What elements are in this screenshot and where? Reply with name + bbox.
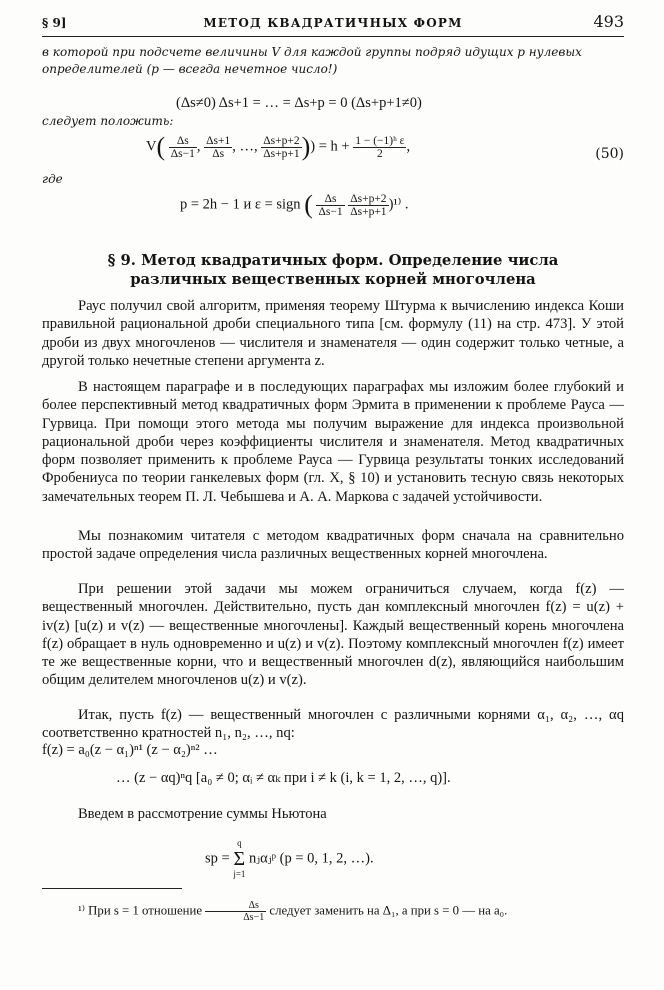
footnote-frac: $\frac{\Delta s}{\Delta s-1}$ bbox=[205, 900, 266, 923]
equation-p-eps: p = 2h − 1 и ε = sign ( $\frac{\Delta s}{\Delta s-1}$ $\frac{\Delta s+p+2}{\Delta s+p+1}$ )¹⁾ . bbox=[180, 190, 409, 219]
paragraph-3: Мы познакомим читателя с методом квадратичных форм сначала на сравнительно простой задаче определения числа различных вещественных корней многочлена. bbox=[42, 528, 624, 563]
newton-equation: sp = q Σ j=1 nⱼαⱼᵖ (p = 0, 1, 2, …). bbox=[205, 838, 374, 879]
eq50-frac-1: $\frac{\Delta s}{\Delta s-1}$ bbox=[170, 134, 195, 160]
equation-number: (50) bbox=[595, 146, 624, 162]
eps-frac-1: $\frac{\Delta s}{\Delta s-1}$ bbox=[318, 192, 343, 218]
paragraph-4: При решении этой задачи мы можем ограничиться случаем, когда f(z) — вещественный многочлен. Действительно, пусть дан комплексный многочлен f(z) = u(z) + iv(z) [u(z) и v(z) — вещественные многочлены]. Каждый вещественный корень многочлена f(z) обращает в нуль одновременно и u(z) и v(z). Поэтому комплексный многочлен f(z) имеет те же вещественные корни, что и вещественный многочлен d(z), являющийся наибольшим общим делителем многочленов u(z) и v(z). bbox=[42, 581, 624, 689]
section-title-line-2: различных вещественных корней многочлена bbox=[130, 271, 536, 288]
equation-f-line-2: … (z − αq)ⁿq [a₀ ≠ 0; αᵢ ≠ αₖ при i ≠ k (i, k = 1, 2, …, q)]. bbox=[116, 770, 451, 786]
eq50-mid: ) = h + bbox=[310, 138, 350, 155]
where-word: где bbox=[42, 172, 63, 186]
footnote: ¹⁾ При s = 1 отношение $\frac{\Delta s}{\Delta s-1}$ следует заменить на Δ₁, а при s = 0 — на a₀. bbox=[78, 900, 508, 923]
eq50-frac-2: $\frac{\Delta s+1}{\Delta s}$ bbox=[206, 134, 231, 160]
paragraph-1: Раус получил свой алгоритм, применяя теорему Штурма к вычислению индекса Коши правильной рациональной дроби специального типа [см. формулу (11) на стр. 473]. У этой дроби из двух многочленов — числителя и знаменателя — один содержит только четные, а другой только нечетные степени аргумента z. bbox=[42, 298, 624, 369]
section-title-line-1: § 9. Метод квадратичных форм. Определение числа bbox=[107, 252, 559, 269]
eps-frac-2: $\frac{\Delta s+p+2}{\Delta s+p+1}$ bbox=[350, 192, 387, 218]
equation-f-line-1: f(z) = a₀(z − α₁)ⁿ¹ (z − α₂)ⁿ² … bbox=[42, 742, 218, 758]
intro-italic: в которой при подсчете величины V для каждой группы подряд идущих p нулевых определителей (p — всегда нечетное число!) bbox=[42, 45, 582, 76]
follow-word: следует положить: bbox=[42, 114, 174, 128]
paragraph-2: В настоящем параграфе и в последующих параграфах мы изложим более глубокий и более перспективный метод квадратичных форм Эрмита в применении к проблеме Рауса — Гурвица. При помощи этого метода мы получим выражение для индекса произвольной рациональной дроби через коэффициенты числителя и знаменателя. Метод квадратичных форм позволяет применить к проблеме Рауса — Гурвица результаты тонких исследований Фробениуса по теории ганкелевых форм (гл. X, § 10) и установить тесную связь некоторых замечательных теорем П. Л. Чебышева и А. А. Маркова с задачей устойчивости. bbox=[42, 379, 624, 505]
paragraph-5: Итак, пусть f(z) — вещественный многочлен с различными корнями α₁, α₂, …, αq соответственно кратностей n₁, n₂, …, nq: bbox=[42, 707, 624, 742]
equation-50: V( $\frac{\Delta s}{\Delta s-1}$ , $\frac{\Delta s+1}{\Delta s}$ , …, $\frac{\Delta s+p+2}{\Delta s+p+1}$ )) = h + $\frac{\text{1 − (−1)ʰ ε}}{2}$ , bbox=[146, 132, 411, 161]
eq50-frac-3: $\frac{\Delta s+p+2}{\Delta s+p+1}$ bbox=[263, 134, 300, 160]
sum-sign: q Σ j=1 bbox=[233, 838, 246, 879]
eq50-v: V bbox=[146, 138, 157, 155]
header-section: § 9] bbox=[42, 16, 67, 30]
running-header bbox=[42, 12, 624, 37]
newton-intro: Введем в рассмотрение суммы Ньютона bbox=[78, 806, 327, 822]
page-number: 493 bbox=[593, 12, 624, 31]
eq50-frac-4: $\frac{\text{1 − (−1)ʰ ε}}{2}$ bbox=[355, 134, 405, 160]
condition-equation: (Δs≠0) Δs+1 = … = Δs+p = 0 (Δs+p+1≠0) bbox=[176, 95, 422, 111]
header-title: МЕТОД КВАДРАТИЧНЫХ ФОРМ bbox=[203, 16, 463, 30]
footnote-rule bbox=[42, 888, 182, 889]
